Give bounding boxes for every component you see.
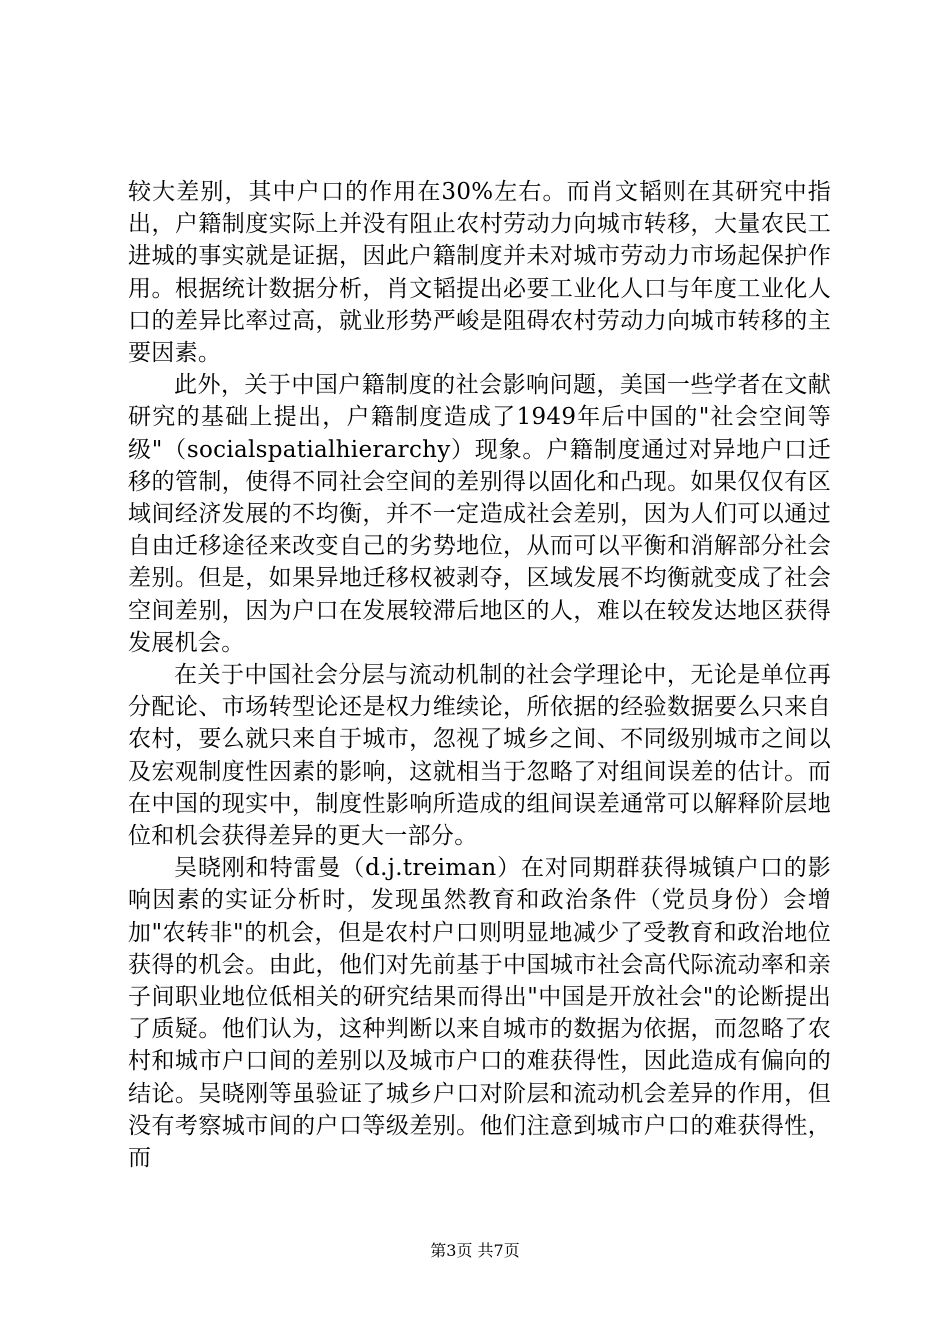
paragraph-wu-treiman: 吴晓刚和特雷曼（d.j.treiman）在对同期群获得城镇户口的影响因素的实证分析时，发现虽然教育和政治条件（党员身份）会增加"农转非"的机会，但是农村户口则明显地减少了受教育和政治地位获得的机会。由此，他们对先前基于中国城市社会高代际流动率和亲子间职业地位低相关的研究结果而得出"中国是开放社会"的论断提出了质疑。他们认为，这种判断以来自城市的数据为依据，而忽略了农村和城市户口间的差别以及城市户口的难获得性，因此造成有偏向的结论。吴晓刚等虽验证了城乡户口对阶层和流动机会差异的作用，但没有考察城市间的户口等级差别。他们注意到城市户口的难获得性，而 [128,855,831,1172]
page-footer [0,1240,950,1262]
paragraph-hukou-social-impact: 此外，关于中国户籍制度的社会影响问题，美国一些学者在文献研究的基础上提出，户籍制度造成了1949年后中国的"社会空间等级"（socialspatialhierarchy）现象。户籍制度通过对异地户口迁移的管制，使得不同社会空间的差别得以固化和凸现。如果仅仅有区域间经济发展的不均衡，并不一定造成社会差别，因为人们可以通过自由迁移途径来改变自己的劣势地位，从而可以平衡和消解部分社会差别。但是，如果异地迁移权被剥夺，区域发展不均衡就变成了社会空间差别，因为户口在发展较滞后地区的人，难以在较发达地区获得发展机会。 [128,372,831,656]
document-body [128,176,831,1174]
paragraph-stratification-theory: 在关于中国社会分层与流动机制的社会学理论中，无论是单位再分配论、市场转型论还是权力维续论，所依据的经验数据要么只来自农村，要么就只来自于城市，忽视了城乡之间、不同级别城市之间以及宏观制度性因素的影响，这就相当于忽略了对组间误差的估计。而在中国的现实中，制度性影响所造成的组间误差通常可以解释阶层地位和机会获得差异的更大一部分。 [128,662,831,850]
page-number-label: 第3页 共7页 [430,1241,520,1260]
paragraph-continued: 较大差别，其中户口的作用在30%左右。而肖文韬则在其研究中指出，户籍制度实际上并没有阻止农村劳动力向城市转移，大量农民工进城的事实就是证据，因此户籍制度并未对城市劳动力市场起保护作用。根据统计数据分析，肖文韬提出必要工业化人口与年度工业化人口的差异比率过高，就业形势严峻是阻碍农村劳动力向城市转移的主要因素。 [128,179,831,367]
